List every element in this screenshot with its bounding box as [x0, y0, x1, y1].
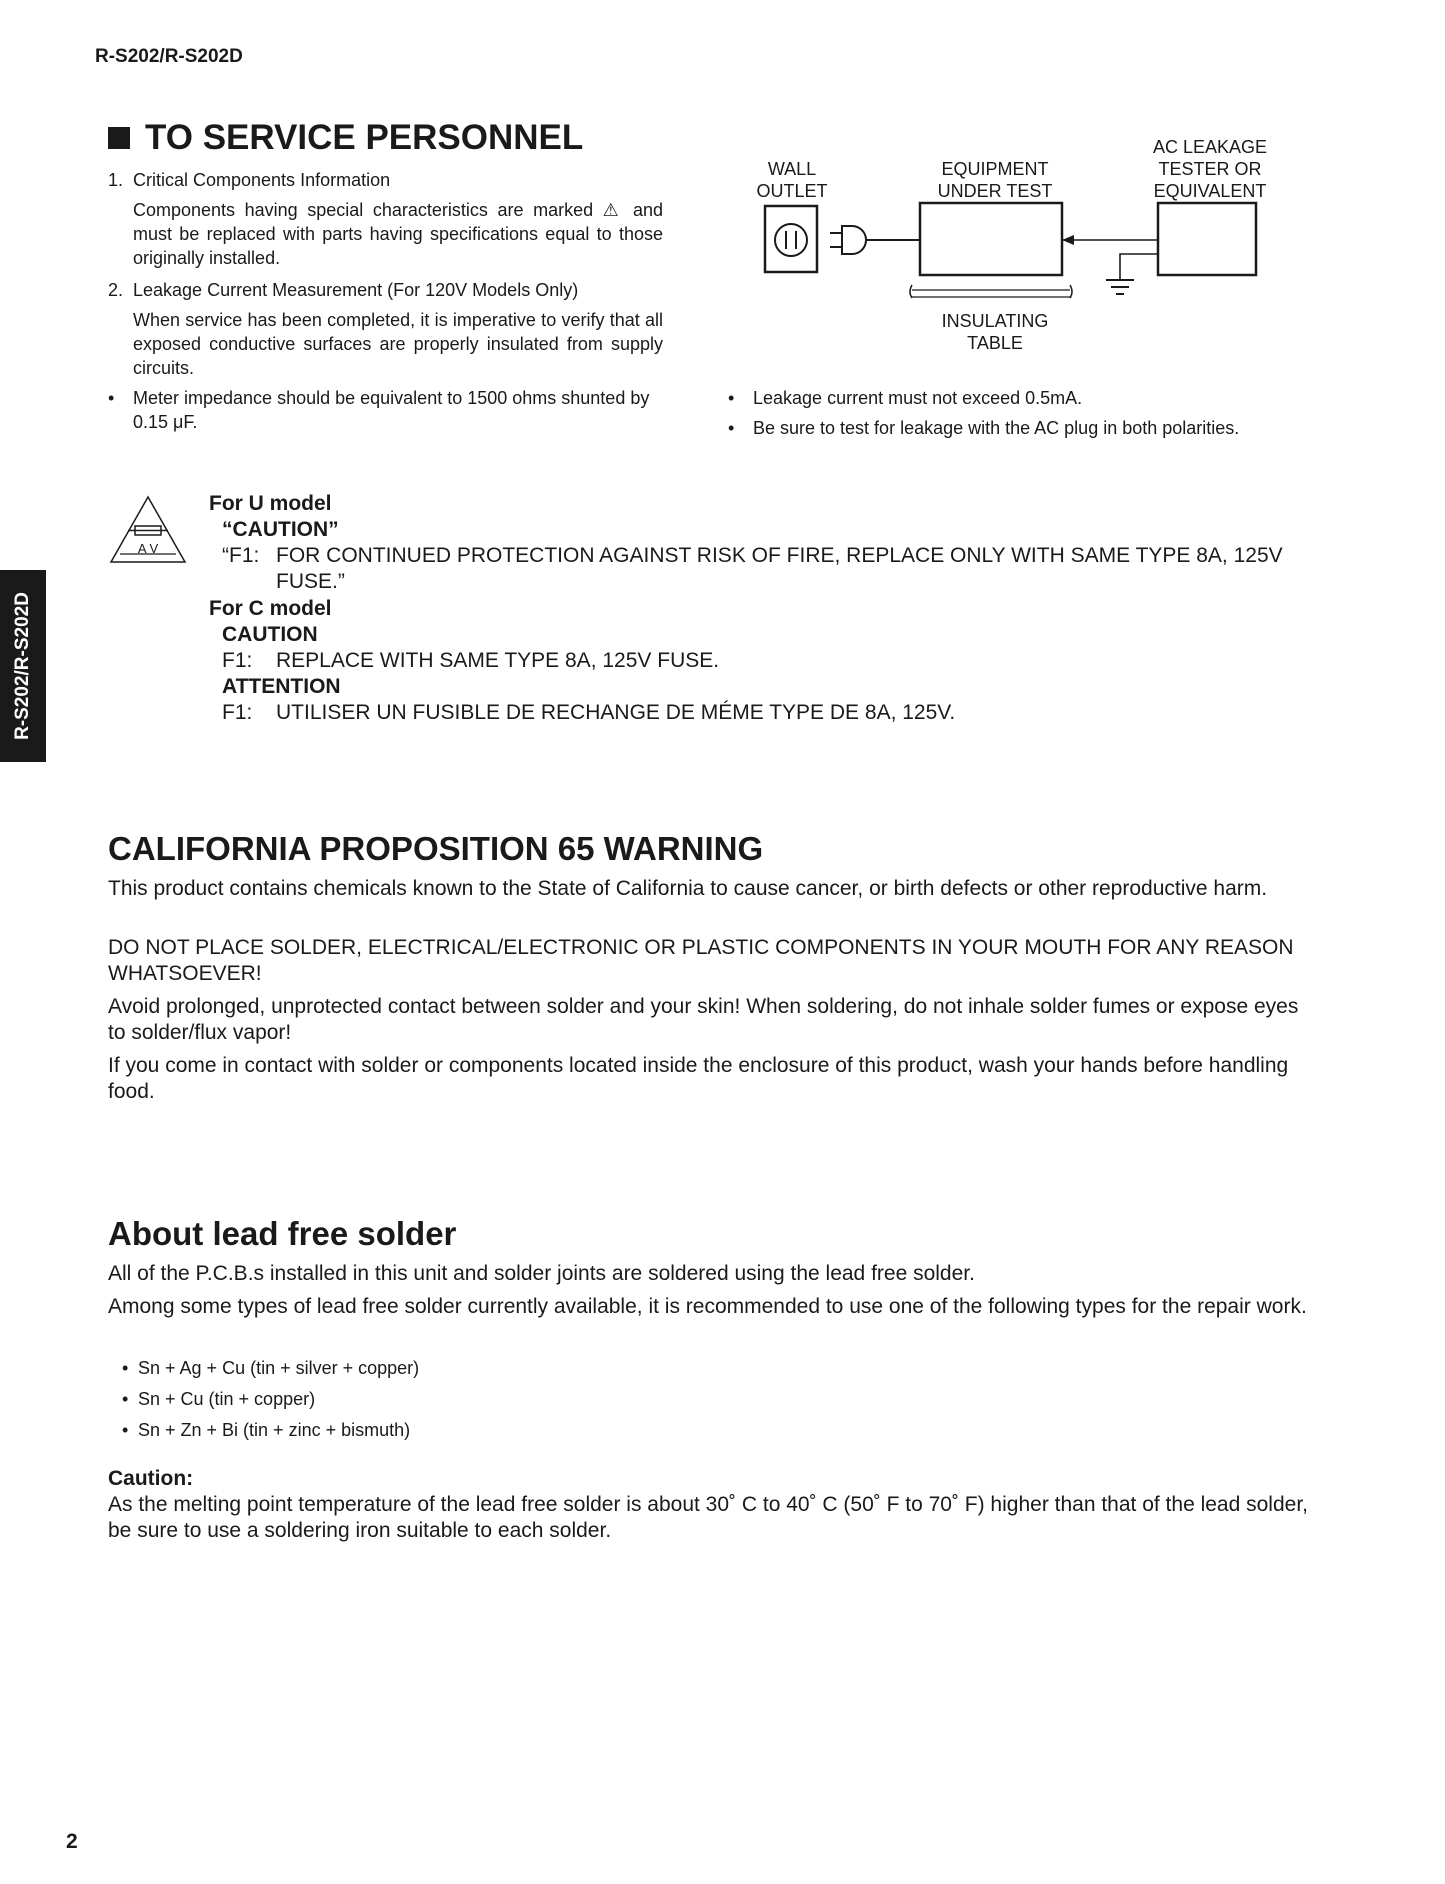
side-tab-label: R-S202/R-S202D [12, 592, 33, 740]
u-f1-text: FOR CONTINUED PROTECTION AGAINST RISK OF FIRE, REPLACE ONLY WITH SAME TYPE 8A, 125V FUSE.” [276, 544, 1283, 593]
leakage-bullet-text: Leakage current must not exceed 0.5mA. [753, 388, 1083, 408]
prop65-title: CALIFORNIA PROPOSITION 65 WARNING [108, 830, 764, 867]
solder-type-text: Sn + Zn + Bi (tin + zinc + bismuth) [138, 1420, 411, 1440]
wall-outlet-box [765, 206, 817, 272]
c-attention-label: ATTENTION [222, 675, 341, 698]
meter-bullet-text: Meter impedance should be equivalent to 1500 ohms shunted by 0.15 μF. [133, 388, 650, 432]
u-model-heading: For U model [209, 492, 332, 515]
side-tab [0, 570, 46, 762]
section-title-service [108, 118, 583, 158]
leadfree-caution-label: Caution: [108, 1467, 194, 1490]
leadfree-caution-text: As the melting point temperature of the lead free solder is about 30˚ C to 40˚ C (50˚ F to 70˚ F) higher than that of the lead solder, be sure to use a soldering iron suitable to each solder. [108, 1493, 1308, 1542]
fuse-warning-icon [108, 494, 188, 566]
polarity-bullet [728, 416, 1348, 440]
solder-type-text: Sn + Cu (tin + copper) [138, 1389, 316, 1409]
label-insulating-table: INSULATING TABLE [941, 311, 1049, 353]
c-f1-label: F1: [222, 649, 253, 672]
tester-box [1158, 203, 1256, 275]
label-equipment: EQUIPMENT UNDER TEST [937, 159, 1053, 201]
leadfree-p1: All of the P.C.B.s installed in this unit and solder joints are soldered using the lead free solder. [108, 1262, 975, 1285]
page-number: 2 [66, 1830, 78, 1853]
leakage-bullet [728, 386, 1348, 410]
item1-number: 1. [108, 170, 124, 190]
list-item [122, 1353, 419, 1384]
leakage-test-diagram [740, 130, 1300, 370]
fuse-icon-label: A V [137, 541, 159, 556]
label-tester: AC LEAKAGE TESTER OR EQUIVALENT [1152, 137, 1268, 201]
plug-icon [842, 226, 866, 254]
equipment-box [920, 203, 1062, 275]
list-item [122, 1384, 419, 1415]
u-caution-label: “CAUTION” [222, 518, 339, 541]
prop65-p4: If you come in contact with solder or components located inside the enclosure of this product, wash your hands before handling food. [108, 1054, 1289, 1103]
service-title-text: TO SERVICE PERSONNEL [145, 118, 584, 157]
u-f1-label: “F1: [222, 544, 260, 567]
c-f1-text: REPLACE WITH SAME TYPE 8A, 125V FUSE. [276, 649, 720, 672]
prop65-p1: This product contains chemicals known to the State of California to cause cancer, or birth defects or other reproductive harm. [108, 877, 1268, 900]
bullet-dot: • [122, 1389, 129, 1409]
diagram-drawing [740, 130, 1300, 370]
leadfree-p2: Among some types of lead free solder currently available, it is recommended to use one of the following types for the repair work. [108, 1295, 1307, 1318]
c-caution-label: CAUTION [222, 623, 318, 646]
solder-types-list [122, 1353, 419, 1446]
outlet-socket-icon [775, 224, 807, 256]
prop65-p2: DO NOT PLACE SOLDER, ELECTRICAL/ELECTRONIC OR PLASTIC COMPONENTS IN YOUR MOUTH FOR ANY REASON WHATSOEVER! [108, 936, 1294, 985]
square-bullet-icon [108, 127, 130, 149]
leadfree-title: About lead free solder [108, 1215, 457, 1252]
item1-body: Components having special characteristics are marked ⚠ and must be replaced with parts having specifications equal to those originally installed. [133, 200, 663, 268]
label-wall-outlet: WALL OUTLET [756, 159, 828, 201]
solder-type-text: Sn + Ag + Cu (tin + silver + copper) [138, 1358, 420, 1378]
item2-number: 2. [108, 280, 124, 300]
bullet-dot: • [728, 388, 735, 408]
item2-title: Leakage Current Measurement (For 120V Models Only) [133, 280, 579, 300]
c-f1b-text: UTILISER UN FUSIBLE DE RECHANGE DE MÉME TYPE DE 8A, 125V. [276, 701, 956, 724]
polarity-bullet-text: Be sure to test for leakage with the AC plug in both polarities. [753, 418, 1240, 438]
c-model-heading: For C model [209, 597, 332, 620]
list-item [122, 1415, 419, 1446]
meter-bullet [108, 386, 663, 434]
arrow-icon [1062, 235, 1074, 245]
prop65-p3: Avoid prolonged, unprotected contact between solder and your skin! When soldering, do not inhale solder fumes or expose eyes to solder/flux vapor! [108, 995, 1299, 1044]
item1-title: Critical Components Information [133, 170, 391, 190]
item1-heading [108, 168, 391, 192]
item2-heading [108, 278, 579, 302]
bullet-dot: • [728, 418, 735, 438]
model-header: R-S202/R-S202D [95, 46, 243, 67]
c-f1b-label: F1: [222, 701, 253, 724]
bullet-dot: • [122, 1358, 129, 1378]
item2-body: When service has been completed, it is imperative to verify that all exposed conductive surfaces are properly insulated from supply circuits. [133, 310, 663, 378]
bullet-dot: • [108, 388, 115, 408]
bullet-dot: • [122, 1420, 129, 1440]
